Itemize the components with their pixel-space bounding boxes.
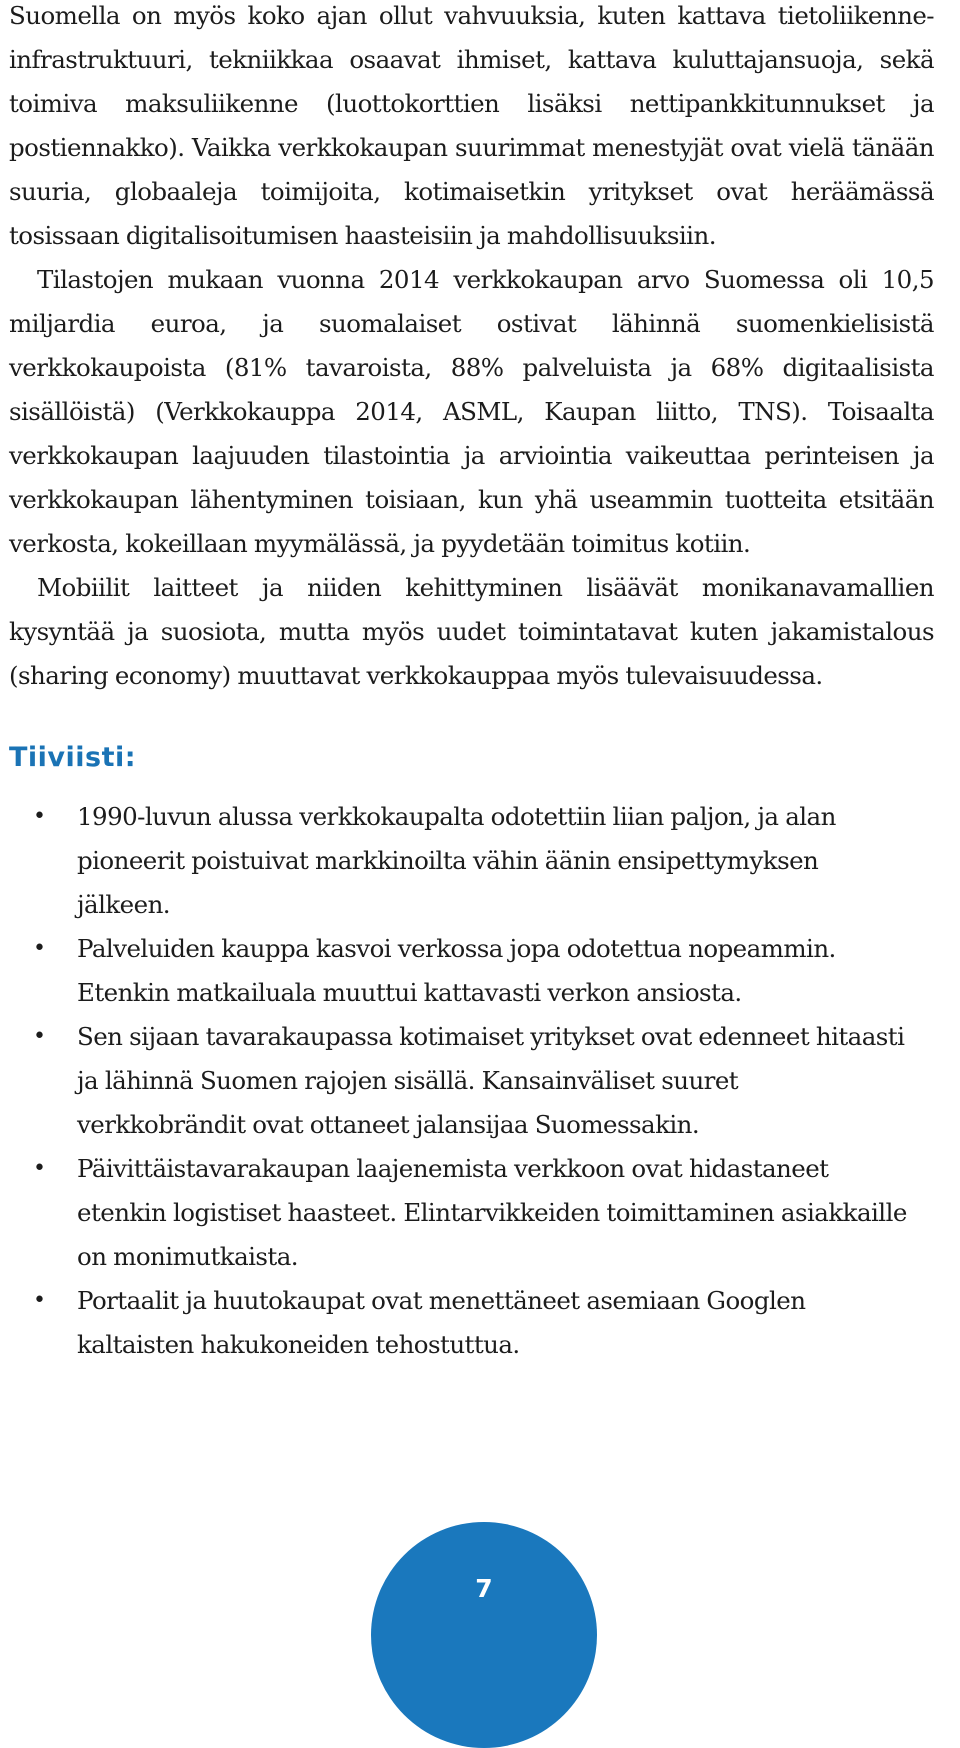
summary-list [9,795,909,1367]
summary-item-text: Päivittäistavarakaupan laajenemista verkkoon ovat hidastaneet etenkin logistiset haasteet. Elintarvikkeiden toimittaminen asiakkaille on monimutkaista. [77,1154,907,1271]
summary-list-item [9,927,909,1015]
bullet-icon: • [33,1024,46,1049]
page-number-badge [371,1522,597,1748]
bullet-icon: • [33,1156,46,1181]
page-number: 7 [475,1574,493,1603]
summary-list-item [9,1147,909,1279]
bullet-icon: • [33,936,46,961]
summary-item-text: Sen sijaan tavarakaupassa kotimaiset yritykset ovat edenneet hitaasti ja lähinnä Suomen rajojen sisällä. Kansainväliset suuret verkkobrändit ovat ottaneet jalansijaa Suomessakin. [77,1022,905,1139]
summary-item-text: 1990-luvun alussa verkkokaupalta odotettiin liian paljon, ja alan pioneerit poistuivat markkinoilta vähin äänin ensipettymyksen jälkeen. [77,802,836,919]
summary-item-text: Palveluiden kauppa kasvoi verkossa jopa odotettua nopeammin. Etenkin matkailuala muuttui kattavasti verkon ansiosta. [77,934,836,1007]
bullet-icon: • [33,1288,46,1313]
body-paragraph-2: Tilastojen mukaan vuonna 2014 verkkokaupan arvo Suomessa oli 10,5 miljardia euroa, ja suomalaiset ostivat lähinnä suomenkielisistä verkkokaupoista (81% tavaroista, 88% palveluista ja 68% digitaalisista sisällöistä) (Verkkokauppa 2014, ASML, Kaupan liitto, TNS). Toisaalta verkkokaupan laajuuden tilastointia ja arviointia vaikeuttaa perinteisen ja verkkokaupan lähentyminen toisiaan, kun yhä useammin tuotteita etsitään verkosta, kokeillaan myymälässä, ja pyydetään toimitus kotiin. [9,265,934,558]
summary-heading: Tiiviisti: [9,742,137,773]
document-page [9,0,934,1367]
summary-list-item [9,1279,909,1367]
summary-list-item [9,795,909,927]
body-paragraph-3: Mobiilit laitteet ja niiden kehittyminen lisäävät monikanavamallien kysyntää ja suosiota, mutta myös uudet toimintatavat kuten jakamistalous (sharing economy) muuttavat verkkokauppaa myös tulevaisuudessa. [9,573,934,690]
summary-item-text: Portaalit ja huutokaupat ovat menettäneet asemiaan Googlen kaltaisten hakukoneiden tehostuttua. [77,1286,806,1359]
bullet-icon: • [33,804,46,829]
body-paragraph-1: Suomella on myös koko ajan ollut vahvuuksia, kuten kattava tietoliikenne-infrastruktuuri, tekniikkaa osaavat ihmiset, kattava kuluttajansuoja, sekä toimiva maksuliikenne (luottokorttien lisäksi nettipankkitunnukset ja postiennakko). Vaikka verkkokaupan suurimmat menestyjät ovat vielä tänään suuria, globaaleja toimijoita, kotimaisetkin yritykset ovat heräämässä tosissaan digitalisoitumisen haasteisiin ja mahdollisuuksiin. [9,1,934,250]
summary-list-item [9,1015,909,1147]
